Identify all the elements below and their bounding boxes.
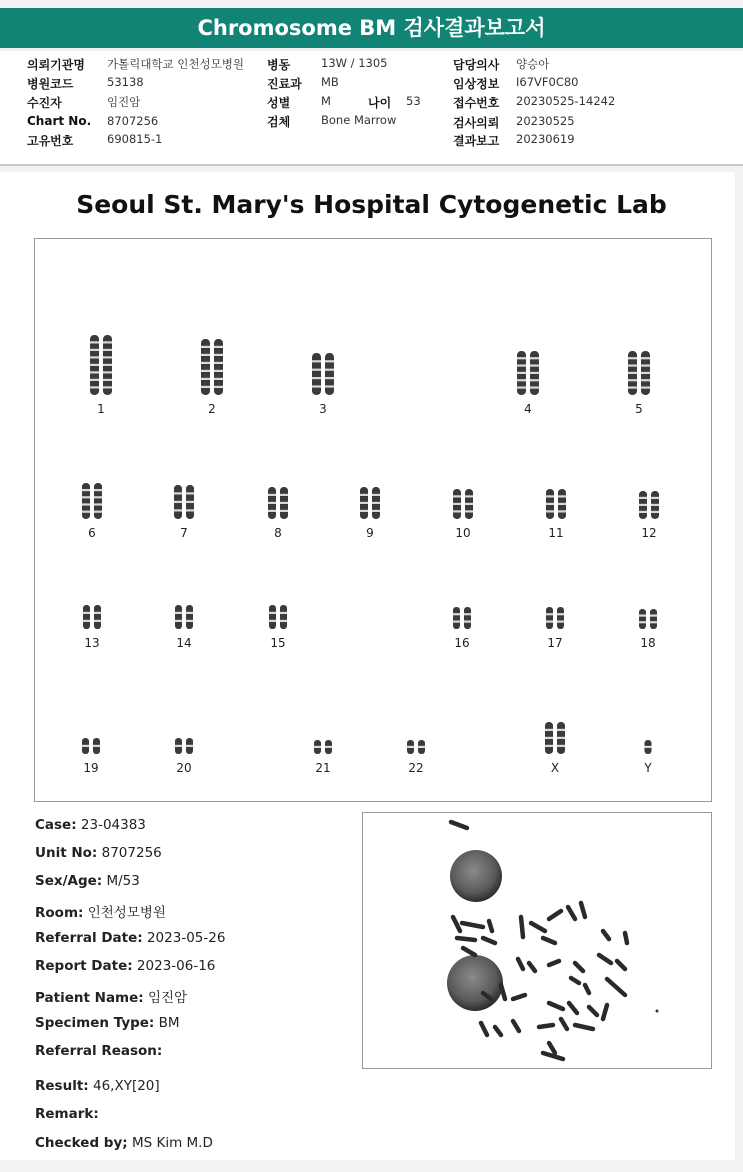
chromosome-band — [90, 379, 99, 381]
chromosome-label: 14 — [176, 636, 192, 650]
chromosome-band — [557, 613, 564, 615]
chromosome-label: 1 — [97, 402, 105, 416]
specimen-type-value: BM — [158, 1015, 180, 1031]
chromosome — [82, 483, 90, 519]
room-value: 인천성모병원 — [87, 905, 166, 921]
chromosome-band — [201, 362, 210, 364]
interphase-nucleus-1 — [450, 850, 502, 902]
referral-date-label: Referral Date: — [35, 930, 143, 946]
info-value-specimen: Bone Marrow — [321, 113, 397, 127]
chromosome-band — [517, 372, 526, 374]
chromosome-pair-15 — [269, 605, 287, 650]
chromosome-pair-8 — [268, 487, 288, 540]
chromosome-pair-4 — [517, 351, 539, 416]
referral-date-value: 2023-05-26 — [146, 930, 226, 946]
chromosome — [546, 607, 553, 629]
chromosome-band — [545, 745, 553, 747]
chromosome-band — [465, 503, 473, 505]
chromosome-band — [280, 510, 288, 512]
info-label-specimen: 검체 — [267, 115, 291, 129]
chromosome-band — [628, 372, 637, 374]
chromosome — [94, 483, 102, 519]
chromosome-band — [325, 369, 334, 371]
remark-label: Remark: — [35, 1106, 99, 1122]
chromosome-band — [372, 510, 380, 512]
chromosome-band — [545, 729, 553, 731]
chromosome-pair-2 — [201, 339, 223, 416]
report-checked-by — [35, 1135, 213, 1151]
chromosome-band — [82, 511, 90, 513]
chromosome-band — [651, 504, 659, 506]
chromosome-band — [214, 354, 223, 356]
chromosome-band — [557, 737, 565, 739]
chromosome-band — [186, 492, 194, 494]
chromosome-band — [641, 379, 650, 381]
chromosome-band — [83, 620, 90, 622]
chromosome — [186, 605, 193, 629]
chromosome-band — [639, 511, 647, 513]
chromosome-band — [82, 745, 89, 747]
chromosome-band — [186, 612, 193, 614]
report-sheet — [0, 172, 735, 1160]
chromosome-band — [546, 620, 553, 622]
chromosome-band — [546, 503, 554, 505]
chromosome-band — [651, 497, 659, 499]
referral-reason-label: Referral Reason: — [35, 1043, 163, 1059]
chromosome-band — [214, 370, 223, 372]
chromosome — [280, 605, 287, 629]
chromosome-pair-7 — [174, 485, 194, 540]
info-label-reported: 결과보고 — [453, 134, 500, 148]
chromosome-band — [650, 621, 657, 623]
chromosome-band — [103, 364, 112, 366]
karyogram — [34, 238, 712, 802]
chromosome-band — [372, 494, 380, 496]
chromosome-band — [312, 360, 321, 362]
chromosome-label: 18 — [640, 636, 656, 650]
chromosome-band — [280, 494, 288, 496]
chromosome-pair-11 — [546, 489, 566, 540]
chromosome-band — [557, 729, 565, 731]
chromosome-band — [453, 613, 460, 615]
chromosome-band — [558, 510, 566, 512]
chromosome — [94, 605, 101, 629]
chromosome-pair-12 — [639, 491, 659, 540]
chromosome-band — [186, 501, 194, 503]
chromosome-band — [201, 354, 210, 356]
chromosome-band — [268, 510, 276, 512]
chromosome-label: 16 — [454, 636, 470, 650]
chromosome-pair-17 — [546, 607, 564, 650]
chromosome-pair-Y — [643, 740, 652, 775]
chromosome-band — [94, 496, 102, 498]
info-label-chart-no: Chart No. — [27, 114, 92, 128]
chromosome — [312, 353, 321, 395]
chromosome-band — [175, 612, 182, 614]
section-divider — [0, 164, 743, 166]
report-patient-name — [35, 986, 187, 1006]
chromosome-band — [465, 510, 473, 512]
chromosome-pair-6 — [82, 483, 102, 540]
info-label-sex: 성별 — [267, 96, 291, 110]
chromosome-pair-5 — [628, 351, 650, 416]
chromosome-band — [360, 494, 368, 496]
chromosome — [453, 607, 460, 629]
chromosome-band — [186, 509, 194, 511]
chromosome-band — [639, 621, 646, 623]
info-value-requested: 20230525 — [516, 114, 575, 128]
info-label-clinical: 임상정보 — [453, 77, 500, 91]
specimen-type-label: Specimen Type: — [35, 1015, 155, 1031]
chromosome-band — [186, 745, 193, 747]
chromosome-band — [103, 356, 112, 358]
unit-label: Unit No: — [35, 845, 98, 861]
chromosome-pair-19 — [82, 738, 100, 775]
chromosome — [175, 605, 182, 629]
chromosome-pair-21 — [314, 740, 332, 775]
chromosome-band — [628, 386, 637, 388]
chromosome-band — [280, 620, 287, 622]
chromosome-band — [645, 746, 652, 748]
chromosome-band — [94, 620, 101, 622]
chromosome-band — [280, 612, 287, 614]
info-label-department: 진료과 — [267, 77, 302, 91]
chromosome-label: 2 — [208, 402, 216, 416]
metaphase-image — [362, 812, 712, 1069]
chromosome-band — [94, 489, 102, 491]
info-value-ward: 13W / 1305 — [321, 56, 388, 70]
chromosome — [83, 605, 90, 629]
chromosome-band — [90, 371, 99, 373]
chromosome-band — [325, 746, 332, 748]
info-value-reported: 20230619 — [516, 132, 575, 146]
chromosome-band — [530, 357, 539, 359]
result-label: Result: — [35, 1078, 89, 1094]
chromosome-band — [82, 489, 90, 491]
chromosome-band — [82, 496, 90, 498]
info-label-receipt-no: 접수번호 — [453, 96, 500, 110]
chromosome-pair-13 — [83, 605, 101, 650]
checked-by-value: MS Kim M.D — [131, 1135, 213, 1151]
metaphase-spread — [363, 813, 711, 1068]
chromosome-band — [312, 377, 321, 379]
chromosome-pair-16 — [453, 607, 471, 650]
chromosome-band — [103, 379, 112, 381]
karyogram-chromosomes — [35, 239, 711, 801]
report-result — [35, 1078, 160, 1094]
chromosome-band — [103, 341, 112, 343]
chromosome-band — [90, 364, 99, 366]
chromosome-pair-22 — [407, 740, 425, 775]
report-referral-reason — [35, 1043, 162, 1059]
debris-dot — [656, 1010, 659, 1013]
chromosome-band — [641, 372, 650, 374]
chromosome-label: 8 — [274, 526, 282, 540]
info-label-age: 나이 — [368, 96, 392, 110]
chromosome-band — [530, 379, 539, 381]
chromosome-band — [175, 745, 182, 747]
sexage-value: M/53 — [106, 873, 140, 889]
chromosome-label: 3 — [319, 402, 327, 416]
chromosome-band — [453, 510, 461, 512]
room-label: Room: — [35, 905, 84, 921]
info-value-doctor: 양승아 — [516, 57, 550, 71]
chromosome-band — [201, 386, 210, 388]
chromosome-label: 4 — [524, 402, 532, 416]
chromosome-band — [312, 385, 321, 387]
chromosome-band — [214, 386, 223, 388]
chromosome-band — [325, 360, 334, 362]
chromosome-band — [465, 495, 473, 497]
case-label: Case: — [35, 817, 77, 833]
chromosome-band — [174, 509, 182, 511]
chromosome-band — [628, 379, 637, 381]
chromosome-band — [517, 386, 526, 388]
chromosome-label: 15 — [270, 636, 286, 650]
chromosome-band — [214, 378, 223, 380]
report-sexage — [35, 873, 140, 889]
chromosome-band — [418, 746, 425, 748]
chromosome-band — [639, 614, 646, 616]
chromosome-band — [517, 379, 526, 381]
chromosome-band — [94, 503, 102, 505]
chromosome — [650, 609, 657, 629]
chromosome-label: Y — [644, 761, 652, 775]
chromosome-band — [517, 364, 526, 366]
chromosome-label: 20 — [176, 761, 192, 775]
chromosome-label: 13 — [84, 636, 100, 650]
chromosome-band — [201, 370, 210, 372]
chromosome-band — [94, 511, 102, 513]
chromosome-band — [90, 341, 99, 343]
chromosome-pair-18 — [639, 609, 657, 650]
chromosome-band — [639, 497, 647, 499]
unit-value: 8707256 — [101, 845, 162, 861]
report-specimen-type — [35, 1015, 180, 1031]
chromosome — [464, 607, 471, 629]
chromosome-band — [268, 502, 276, 504]
chromosome-band — [546, 510, 554, 512]
chromosome-band — [214, 346, 223, 348]
chromosome — [557, 607, 564, 629]
report-remark — [35, 1106, 99, 1122]
chromosome-band — [530, 364, 539, 366]
chromosome-label: 5 — [635, 402, 643, 416]
chromosome-band — [83, 612, 90, 614]
chromosome-band — [407, 746, 414, 748]
chromosome-band — [546, 495, 554, 497]
chromosome-label: 19 — [83, 761, 99, 775]
chromosome-band — [545, 737, 553, 739]
chromosome-band — [312, 369, 321, 371]
chromosome-band — [628, 357, 637, 359]
checked-by-label: Checked by; — [35, 1135, 128, 1151]
chromosome-pair-3 — [312, 353, 334, 416]
chromosome — [639, 609, 646, 629]
chromosome-band — [201, 378, 210, 380]
chromosome-band — [464, 613, 471, 615]
chromosome-band — [201, 346, 210, 348]
chromosome-pair-X — [545, 722, 565, 775]
chromosome-band — [558, 503, 566, 505]
lab-title: Seoul St. Mary's Hospital Cytogenetic Lab — [76, 190, 667, 219]
chromosome-band — [453, 495, 461, 497]
chromosome-band — [269, 620, 276, 622]
chromosome-label: 10 — [455, 526, 471, 540]
chromosome-label: 11 — [548, 526, 564, 540]
info-value-institution: 가톨릭대학교 인천성모병원 — [107, 57, 244, 71]
chromosome-band — [90, 386, 99, 388]
info-label-ward: 병동 — [267, 58, 291, 72]
chromosome-label: 12 — [641, 526, 657, 540]
chromosome-label: 22 — [408, 761, 424, 775]
chromosome-band — [103, 349, 112, 351]
chromosome-band — [628, 364, 637, 366]
info-value-age: 53 — [406, 94, 421, 108]
chromosome-band — [530, 372, 539, 374]
info-value-department: MB — [321, 75, 339, 89]
chromosome-band — [453, 503, 461, 505]
chromosome-band — [103, 386, 112, 388]
chromosome-band — [186, 620, 193, 622]
info-label-institution: 의뢰기관명 — [27, 58, 85, 72]
chromosome-band — [641, 386, 650, 388]
report-date-value: 2023-06-16 — [136, 958, 216, 974]
info-label-requested: 검사의뢰 — [453, 116, 500, 130]
chromosome-band — [90, 349, 99, 351]
patient-name-value: 임진암 — [147, 990, 188, 1006]
info-value-hospital-code: 53138 — [107, 75, 144, 89]
chromosome-band — [650, 614, 657, 616]
report-title-banner — [0, 8, 743, 48]
info-value-sex: M — [321, 94, 331, 108]
chromosome-pair-20 — [175, 738, 193, 775]
chromosome-band — [93, 745, 100, 747]
chromosome-pair-14 — [175, 605, 193, 650]
chromosome-label: 9 — [366, 526, 374, 540]
info-label-patient: 수진자 — [27, 96, 62, 110]
result-value: 46,XY[20] — [92, 1078, 160, 1094]
info-value-receipt-no: 20230525-14242 — [516, 94, 616, 108]
report-date-label: Report Date: — [35, 958, 133, 974]
chromosome-band — [174, 492, 182, 494]
chromosome-band — [453, 620, 460, 622]
chromosome-band — [651, 511, 659, 513]
chromosome-label: 17 — [547, 636, 563, 650]
chromosome-pair-9 — [360, 487, 380, 540]
interphase-nucleus-2 — [447, 955, 503, 1011]
chromosome-band — [360, 510, 368, 512]
patient-name-label: Patient Name: — [35, 990, 144, 1006]
chromosome-band — [557, 620, 564, 622]
chromosome-band — [325, 385, 334, 387]
chromosome-band — [372, 502, 380, 504]
chromosome-band — [82, 503, 90, 505]
chromosome-band — [641, 364, 650, 366]
chromosome-band — [90, 356, 99, 358]
chromosome-band — [268, 494, 276, 496]
chromosome-band — [517, 357, 526, 359]
chromosome-band — [280, 502, 288, 504]
info-value-patient: 임진암 — [107, 95, 141, 109]
chromosome-band — [103, 371, 112, 373]
chromosome-band — [175, 620, 182, 622]
chromosome-band — [639, 504, 647, 506]
chromosome-label: 7 — [180, 526, 188, 540]
chromosome-band — [174, 501, 182, 503]
info-value-clinical: I67VF0C80 — [516, 75, 579, 89]
chromosome — [325, 353, 334, 395]
report-referral-date — [35, 930, 225, 946]
chromosome — [269, 605, 276, 629]
chromosome-label: 21 — [315, 761, 331, 775]
info-label-unique-no: 고유번호 — [27, 134, 74, 148]
chromosome-band — [546, 613, 553, 615]
patient-info-panel — [0, 51, 743, 164]
chromosome-band — [464, 620, 471, 622]
chromosome-band — [557, 745, 565, 747]
report-unit — [35, 845, 162, 861]
chromosome-band — [641, 357, 650, 359]
report-case — [35, 817, 146, 833]
chromosome-band — [360, 502, 368, 504]
case-value: 23-04383 — [80, 817, 146, 833]
report-room — [35, 901, 166, 921]
chromosome-band — [94, 612, 101, 614]
chromosome-band — [558, 495, 566, 497]
chromosome-band — [325, 377, 334, 379]
chromosome-band — [214, 362, 223, 364]
chromosome-label: 6 — [88, 526, 96, 540]
sexage-label: Sex/Age: — [35, 873, 103, 889]
chromosome-band — [314, 746, 321, 748]
info-value-unique-no: 690815-1 — [107, 132, 163, 146]
chromosome-band — [530, 386, 539, 388]
chromosome-label: X — [550, 761, 560, 775]
report-report-date — [35, 958, 215, 974]
info-value-chart-no: 8707256 — [107, 114, 159, 128]
chromosome-band — [269, 612, 276, 614]
chromosome-pair-10 — [453, 489, 473, 540]
report-title: Chromosome BM 검사결과보고서 — [197, 16, 546, 40]
info-label-hospital-code: 병원코드 — [27, 77, 74, 91]
info-label-doctor: 담당의사 — [453, 58, 500, 72]
chromosome-pair-1 — [90, 335, 112, 416]
